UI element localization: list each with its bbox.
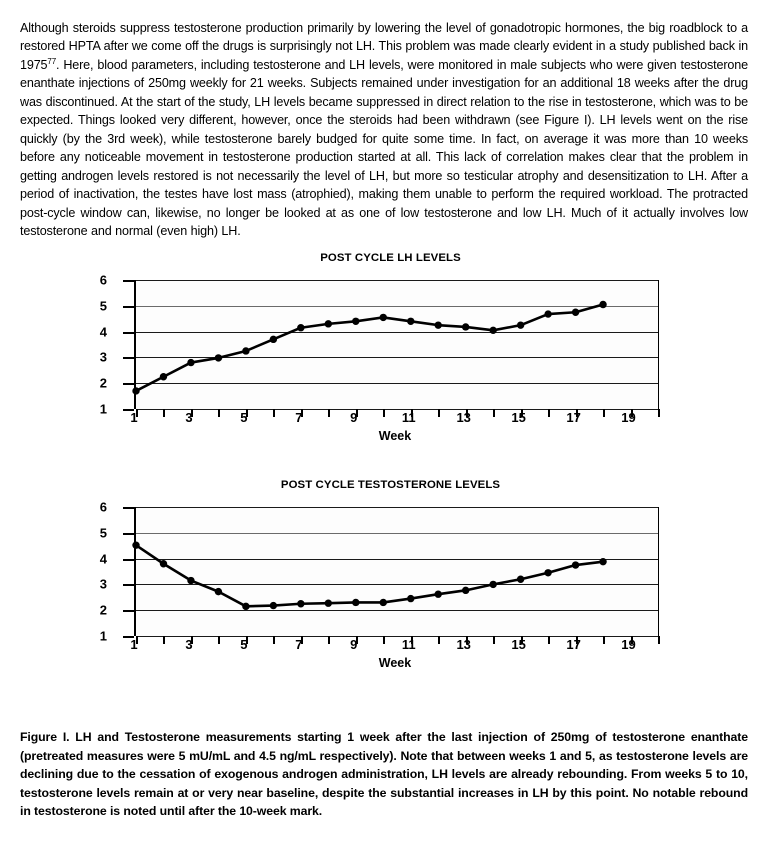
chart-area-lh: [0, 270, 767, 443]
data-point: [435, 321, 442, 328]
data-point: [517, 321, 524, 328]
series-testosterone: [136, 507, 668, 646]
chart-title-testosterone: POST CYCLE TESTOSTERONE LEVELS: [280, 479, 501, 491]
plot-region-lh: [134, 280, 658, 409]
data-point: [132, 387, 139, 394]
y-tick-mark-2: [123, 383, 134, 385]
y-tick-mark-6: [123, 507, 134, 509]
x-tick-label-9: 9: [350, 410, 358, 425]
footnote-marker: 77: [47, 56, 57, 66]
data-point: [187, 359, 194, 366]
x-tick-label-7: 7: [295, 637, 303, 652]
x-tick-label-9: 9: [350, 637, 358, 652]
x-tick-label-19: 19: [621, 410, 636, 425]
data-point: [132, 541, 139, 548]
y-tick-mark-3: [123, 357, 134, 359]
y-tick-label-3: 3: [99, 576, 107, 592]
plot-region-testosterone: [134, 507, 658, 636]
data-point: [407, 595, 414, 602]
data-point: [352, 318, 359, 325]
body-paragraph-part2: . Here, blood parameters, including testosterone and LH levels, were monitored in male subjects who were given testosterone enanthate injections of 250mg weekly for 21 weeks. Subjects remained under investigation for an additional 18 weeks after the drug was discontinued. At the start of the study, LH levels became suppressed in direct relation to the rise in testosterone, which was to be expected. Things looked very different, however, once the steroids had been withdrawn (see Figure I). LH levels went on the rise quickly (by the 3rd week), while testosterone barely budged for quite some time. In fact, on average it was more than 10 weeks before any noticeable movement in testosterone production started at all. This lack of correlation makes clear that the problem in getting androgen levels restored is not necessarily the level of LH, but more so testicular atrophy and desensitization to LH. After a period of inactivation, the testes have lost mass (atrophied), making them unable to perform the required workload. The protracted post-cycle window can, likewise, no longer be looked at as one of low testosterone and low LH. Much of it actually involves low testosterone and normal (even high) LH.: [20, 57, 748, 239]
chart-testosterone-levels: [0, 479, 767, 670]
y-tick-mark-3: [123, 584, 134, 586]
data-point: [380, 599, 387, 606]
data-point: [297, 600, 304, 607]
y-tick-label-4: 4: [99, 324, 107, 340]
data-point: [380, 314, 387, 321]
data-point: [599, 558, 606, 565]
x-tick-label-1: 1: [130, 410, 138, 425]
x-tick-label-13: 13: [456, 637, 471, 652]
y-tick-label-2: 2: [99, 375, 107, 391]
y-tick-label-5: 5: [99, 298, 107, 314]
x-tick-label-5: 5: [240, 410, 248, 425]
body-paragraph: [20, 19, 748, 241]
y-tick-label-2: 2: [99, 602, 107, 618]
body-paragraph-part1: Although steroids suppress testosterone production primarily by lowering the level of gonadotropic hormones, the big roadblock to a restored HPTA after we come off the drugs is surprisingly not LH. This problem was made clearly evident in a study published back in 1975: [20, 20, 748, 72]
y-tick-label-3: 3: [99, 349, 107, 365]
data-point: [160, 560, 167, 567]
x-tick-label-11: 11: [401, 410, 416, 425]
data-point: [297, 324, 304, 331]
data-point: [599, 301, 606, 308]
data-point: [435, 591, 442, 598]
x-tick-label-19: 19: [621, 637, 636, 652]
data-point: [242, 347, 249, 354]
series-line-lh: [136, 305, 603, 391]
x-axis-title-testosterone: Week: [378, 656, 412, 670]
data-point: [489, 327, 496, 334]
y-tick-mark-6: [123, 280, 134, 282]
x-tick-label-17: 17: [566, 410, 581, 425]
x-tick-label-3: 3: [185, 637, 193, 652]
x-tick-label-15: 15: [511, 410, 526, 425]
series-line-testosterone: [136, 545, 603, 606]
series-lh: [136, 280, 668, 419]
y-tick-mark-4: [123, 332, 134, 334]
data-point: [489, 581, 496, 588]
x-tick-label-17: 17: [566, 637, 581, 652]
data-point: [215, 588, 222, 595]
y-tick-label-5: 5: [99, 525, 107, 541]
data-point: [215, 354, 222, 361]
chart-title-lh: POST CYCLE LH LEVELS: [320, 252, 461, 264]
y-tick-label-6: 6: [99, 272, 107, 288]
x-tick-label-5: 5: [240, 637, 248, 652]
data-point: [572, 561, 579, 568]
data-point: [187, 577, 194, 584]
data-point: [160, 373, 167, 380]
data-point: [325, 320, 332, 327]
y-tick-label-6: 6: [99, 499, 107, 515]
y-tick-mark-2: [123, 610, 134, 612]
data-point: [270, 336, 277, 343]
data-point: [352, 599, 359, 606]
x-tick-label-13: 13: [456, 410, 471, 425]
data-point: [544, 569, 551, 576]
data-point: [407, 318, 414, 325]
x-axis-title-lh: Week: [378, 429, 412, 443]
data-point: [242, 603, 249, 610]
x-tick-label-15: 15: [511, 637, 526, 652]
data-point: [572, 309, 579, 316]
x-tick-label-7: 7: [295, 410, 303, 425]
figure-caption: Figure I. LH and Testosterone measurements starting 1 week after the last injection of 250mg of testosterone enanthate (pretreated measures were 5 mU/mL and 4.5 ng/mL respectively). Note that between weeks 1 and 5, as testosterone levels are declining due to the cessation of exogenous androgen administration, LH levels are already rebounding. From weeks 5 to 10, testosterone levels remain at or very near baseline, despite the substantial increases in LH by this point. No notable rebound in testosterone is noted until after the 10-week mark.: [20, 730, 748, 818]
chart-lh-levels: [0, 252, 767, 443]
x-tick-label-11: 11: [401, 637, 416, 652]
data-point: [270, 602, 277, 609]
y-tick-label-1: 1: [99, 628, 107, 644]
data-point: [462, 323, 469, 330]
data-point: [462, 587, 469, 594]
x-tick-label-1: 1: [130, 637, 138, 652]
y-tick-mark-4: [123, 559, 134, 561]
data-point: [544, 310, 551, 317]
y-tick-label-4: 4: [99, 551, 107, 567]
y-tick-mark-5: [123, 533, 134, 535]
x-tick-label-3: 3: [185, 410, 193, 425]
chart-area-testosterone: [0, 497, 767, 670]
y-tick-label-1: 1: [99, 401, 107, 417]
y-tick-mark-5: [123, 306, 134, 308]
data-point: [325, 600, 332, 607]
data-point: [517, 576, 524, 583]
